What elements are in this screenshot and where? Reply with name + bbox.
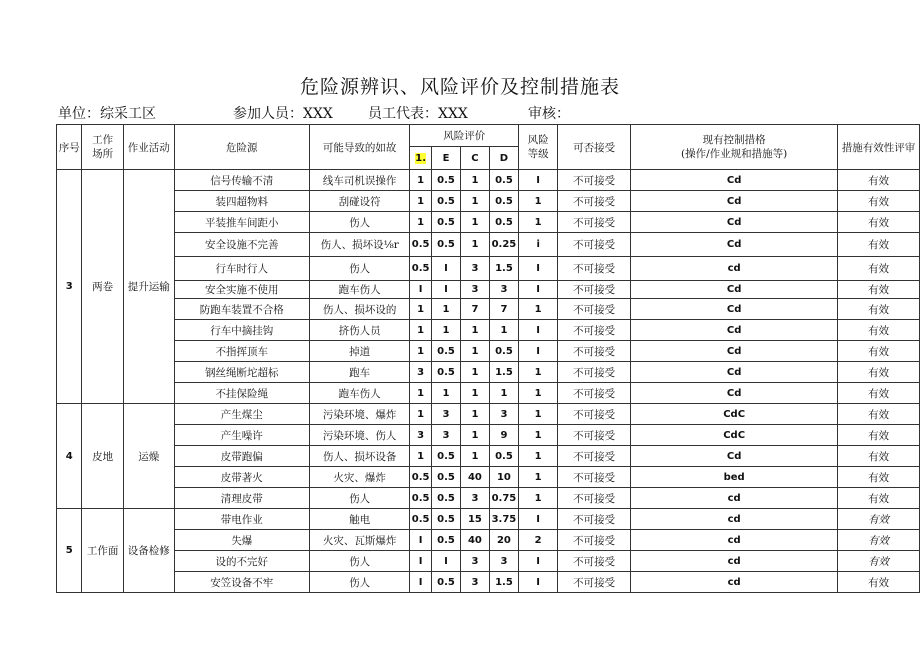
effective-cell: 有效 bbox=[838, 572, 920, 593]
c-cell: 1 bbox=[461, 191, 490, 212]
table-row bbox=[57, 257, 920, 281]
control-cell: Cd bbox=[631, 212, 838, 233]
e-cell: 0.5 bbox=[431, 446, 460, 467]
l-cell: 0.5 bbox=[410, 467, 432, 488]
c-cell: 1 bbox=[461, 425, 490, 446]
l-cell: 0.5 bbox=[410, 488, 432, 509]
table-row bbox=[57, 212, 920, 233]
acceptable-cell: 不可接受 bbox=[558, 530, 631, 551]
acceptable-cell: 不可接受 bbox=[558, 488, 631, 509]
c-cell: 3 bbox=[461, 488, 490, 509]
acceptable-cell: 不可接受 bbox=[558, 257, 631, 281]
hazard-cell: 产生煤尘 bbox=[174, 404, 309, 425]
group-activity: 运燥 bbox=[123, 404, 174, 509]
d-cell: 3 bbox=[489, 281, 518, 299]
c-cell: 1 bbox=[461, 446, 490, 467]
table-row bbox=[57, 530, 920, 551]
effective-cell: 有效 bbox=[838, 281, 920, 299]
effective-header: 措施有效性评审 bbox=[838, 125, 920, 170]
acceptable-cell: 不可接受 bbox=[558, 299, 631, 320]
table-row bbox=[57, 191, 920, 212]
l-cell: I bbox=[410, 572, 432, 593]
level-header-line2: 等级 bbox=[527, 148, 549, 160]
effective-cell: 有效 bbox=[838, 257, 920, 281]
level-cell: 1 bbox=[519, 212, 558, 233]
level-cell: I bbox=[519, 170, 558, 191]
d-cell: 3 bbox=[489, 404, 518, 425]
d-header: D bbox=[489, 147, 518, 170]
c-cell: 1 bbox=[461, 320, 490, 341]
hazard-cell: 皮带著火 bbox=[174, 467, 309, 488]
table-row bbox=[57, 488, 920, 509]
table-row bbox=[57, 551, 920, 572]
control-cell: CdC bbox=[631, 425, 838, 446]
level-cell: 1 bbox=[519, 425, 558, 446]
hazard-cell: 不指挥顶车 bbox=[174, 341, 309, 362]
l-cell: 1 bbox=[410, 212, 432, 233]
hazard-cell: 不挂保险绳 bbox=[174, 383, 309, 404]
acceptable-header: 可否接受 bbox=[558, 125, 631, 170]
accident-cell: 伤人、损坏设的 bbox=[309, 299, 409, 320]
acceptable-cell: 不可接受 bbox=[558, 281, 631, 299]
control-cell: Cd bbox=[631, 383, 838, 404]
l-cell: 0.5 bbox=[410, 257, 432, 281]
hazard-cell: 行车中摘挂钩 bbox=[174, 320, 309, 341]
effective-cell: 有效 bbox=[838, 362, 920, 383]
level-cell: I bbox=[519, 341, 558, 362]
e-cell: 0.5 bbox=[431, 212, 460, 233]
control-cell: bed bbox=[631, 467, 838, 488]
hazard-cell: 行车时行人 bbox=[174, 257, 309, 281]
l-cell: I bbox=[410, 551, 432, 572]
d-cell: 10 bbox=[489, 467, 518, 488]
effective-cell: 有效 bbox=[838, 170, 920, 191]
group-place: 工作面 bbox=[82, 509, 123, 593]
acceptable-cell: 不可接受 bbox=[558, 404, 631, 425]
acceptable-cell: 不可接受 bbox=[558, 191, 631, 212]
effective-cell: 有效 bbox=[838, 488, 920, 509]
control-cell: Cd bbox=[631, 191, 838, 212]
e-cell: 0.5 bbox=[431, 467, 460, 488]
hazard-cell: 安笠设备不牢 bbox=[174, 572, 309, 593]
c-cell: 3 bbox=[461, 572, 490, 593]
accident-cell: 伤人 bbox=[309, 257, 409, 281]
e-cell: 1 bbox=[431, 320, 460, 341]
group-activity: 设备检修 bbox=[123, 509, 174, 593]
l-cell: 1 bbox=[410, 341, 432, 362]
c-cell: 3 bbox=[461, 281, 490, 299]
l-cell: 1 bbox=[410, 299, 432, 320]
accident-cell: 伤人 bbox=[309, 212, 409, 233]
accident-cell: 污染环境、爆炸 bbox=[309, 404, 409, 425]
control-header bbox=[631, 125, 838, 170]
d-cell: 1 bbox=[489, 320, 518, 341]
c-cell: 1 bbox=[461, 362, 490, 383]
accident-cell: 刮碰设符 bbox=[309, 191, 409, 212]
hazard-cell: 平装推车间距小 bbox=[174, 212, 309, 233]
accident-cell: 伤人、损坏设⅛r bbox=[309, 233, 409, 257]
group-place: 两卷 bbox=[82, 170, 123, 404]
effective-cell: 有效 bbox=[838, 233, 920, 257]
c-cell: 15 bbox=[461, 509, 490, 530]
e-cell: 0.5 bbox=[431, 572, 460, 593]
page-title: 危险源辨识、风险评价及控制措施表 bbox=[299, 76, 620, 98]
accident-cell: 挤伤人员 bbox=[309, 320, 409, 341]
c-cell: 1 bbox=[461, 233, 490, 257]
l-cell: 0.5 bbox=[410, 233, 432, 257]
level-cell: I bbox=[519, 257, 558, 281]
e-cell: 0.5 bbox=[431, 233, 460, 257]
acceptable-cell: 不可接受 bbox=[558, 170, 631, 191]
level-cell: 1 bbox=[519, 299, 558, 320]
e-cell: 0.5 bbox=[431, 341, 460, 362]
d-cell: 1 bbox=[489, 383, 518, 404]
accident-cell: 火灾、瓦斯爆炸 bbox=[309, 530, 409, 551]
c-cell: 3 bbox=[461, 551, 490, 572]
d-cell: 0.25 bbox=[489, 233, 518, 257]
table-row bbox=[57, 572, 920, 593]
acceptable-cell: 不可接受 bbox=[558, 383, 631, 404]
level-cell: 1 bbox=[519, 467, 558, 488]
e-cell: 1 bbox=[431, 383, 460, 404]
group-place: 皮地 bbox=[82, 404, 123, 509]
level-cell: 1 bbox=[519, 404, 558, 425]
acceptable-cell: 不可接受 bbox=[558, 362, 631, 383]
acceptable-cell: 不可接受 bbox=[558, 425, 631, 446]
effective-cell: 有效 bbox=[838, 341, 920, 362]
l-cell: 3 bbox=[410, 425, 432, 446]
l-cell: 1 bbox=[410, 320, 432, 341]
unit-label: 单位：综采工区 bbox=[58, 106, 156, 122]
control-cell: cd bbox=[631, 509, 838, 530]
accident-cell: 污染环境、伤人 bbox=[309, 425, 409, 446]
d-cell: 0.5 bbox=[489, 446, 518, 467]
d-cell: 7 bbox=[489, 299, 518, 320]
effective-cell: 有效 bbox=[838, 467, 920, 488]
control-cell: Cd bbox=[631, 233, 838, 257]
acceptable-cell: 不可接受 bbox=[558, 467, 631, 488]
acceptable-cell: 不可接受 bbox=[558, 233, 631, 257]
hazard-cell: 失爆 bbox=[174, 530, 309, 551]
d-cell: 0.5 bbox=[489, 212, 518, 233]
e-cell: 0.5 bbox=[431, 191, 460, 212]
l-cell: 3 bbox=[410, 362, 432, 383]
l-cell: I bbox=[410, 530, 432, 551]
control-cell: Cd bbox=[631, 299, 838, 320]
e-header: E bbox=[431, 147, 460, 170]
c-cell: 40 bbox=[461, 530, 490, 551]
place-header bbox=[82, 125, 123, 170]
e-cell: 0.5 bbox=[431, 509, 460, 530]
c-cell: 1 bbox=[461, 383, 490, 404]
acceptable-cell: 不可接受 bbox=[558, 446, 631, 467]
c-cell: 1 bbox=[461, 404, 490, 425]
effective-cell: 有效 bbox=[838, 191, 920, 212]
table-row bbox=[57, 446, 920, 467]
accident-cell: 触电 bbox=[309, 509, 409, 530]
hazard-cell: 防跑车装置不合格 bbox=[174, 299, 309, 320]
level-cell: 1 bbox=[519, 362, 558, 383]
group-activity: 提升运输 bbox=[123, 170, 174, 404]
table-row bbox=[57, 299, 920, 320]
e-cell: 0.5 bbox=[431, 362, 460, 383]
hazard-cell: 设的不完好 bbox=[174, 551, 309, 572]
hazard-cell: 清理皮带 bbox=[174, 488, 309, 509]
accident-cell: 伤人、损坏设备 bbox=[309, 446, 409, 467]
hazard-cell: 产生噪许 bbox=[174, 425, 309, 446]
acceptable-cell: 不可接受 bbox=[558, 320, 631, 341]
effective-cell: 有效 bbox=[838, 404, 920, 425]
l-cell: 1 bbox=[410, 170, 432, 191]
level-cell: 1 bbox=[519, 383, 558, 404]
level-cell: I bbox=[519, 572, 558, 593]
level-header bbox=[519, 125, 558, 170]
header-row-1 bbox=[57, 125, 920, 147]
place-header-line2: 场所 bbox=[92, 148, 114, 160]
hazard-cell: 钢丝绳断坨超标 bbox=[174, 362, 309, 383]
accident-cell: 线车司机误操作 bbox=[309, 170, 409, 191]
effective-cell: 有效 bbox=[838, 446, 920, 467]
control-cell: cd bbox=[631, 572, 838, 593]
level-cell: I bbox=[519, 551, 558, 572]
review-label: 审核： bbox=[528, 106, 570, 122]
d-cell: 9 bbox=[489, 425, 518, 446]
level-cell: 1 bbox=[519, 191, 558, 212]
control-cell: cd bbox=[631, 530, 838, 551]
c-cell: 1 bbox=[461, 170, 490, 191]
d-cell: 0.5 bbox=[489, 170, 518, 191]
l-cell: 1 bbox=[410, 383, 432, 404]
hazard-cell: 安全设施不完善 bbox=[174, 233, 309, 257]
d-cell: 3.75 bbox=[489, 509, 518, 530]
effective-cell: 有效 bbox=[838, 299, 920, 320]
level-cell: I bbox=[519, 281, 558, 299]
e-cell: I bbox=[431, 281, 460, 299]
control-cell: Cd bbox=[631, 446, 838, 467]
hazard-cell: 安全实施不使用 bbox=[174, 281, 309, 299]
acceptable-cell: 不可接受 bbox=[558, 212, 631, 233]
seq-header: 序号 bbox=[57, 125, 82, 170]
control-header-line2: (操作/作业规和措施等) bbox=[681, 148, 788, 160]
staff-rep-label: 员工代表：XXX bbox=[368, 106, 468, 122]
table-row bbox=[57, 233, 920, 257]
accident-cell: 伤人 bbox=[309, 551, 409, 572]
e-cell: I bbox=[431, 257, 460, 281]
accident-cell: 伤人 bbox=[309, 488, 409, 509]
accident-cell: 跑车 bbox=[309, 362, 409, 383]
control-cell: Cd bbox=[631, 341, 838, 362]
c-cell: 1 bbox=[461, 212, 490, 233]
group-seq: 5 bbox=[57, 509, 82, 593]
d-cell: 1.5 bbox=[489, 572, 518, 593]
hazard-cell: 带电作业 bbox=[174, 509, 309, 530]
e-cell: I bbox=[431, 551, 460, 572]
l-cell: 0.5 bbox=[410, 509, 432, 530]
table-row bbox=[57, 383, 920, 404]
level-cell: 2 bbox=[519, 530, 558, 551]
table-row bbox=[57, 509, 920, 530]
control-cell: CdC bbox=[631, 404, 838, 425]
effective-cell: 有效 bbox=[838, 530, 920, 551]
level-cell: i bbox=[519, 233, 558, 257]
hazard-cell: 皮带跑偏 bbox=[174, 446, 309, 467]
d-cell: 0.5 bbox=[489, 191, 518, 212]
d-cell: 3 bbox=[489, 551, 518, 572]
control-cell: Cd bbox=[631, 170, 838, 191]
d-cell: 1.5 bbox=[489, 257, 518, 281]
level-header-line1: 风险 bbox=[527, 134, 549, 146]
table-row bbox=[57, 362, 920, 383]
accident-cell: 跑车伤人 bbox=[309, 281, 409, 299]
accident-cell: 跑车伤人 bbox=[309, 383, 409, 404]
level-cell: 1 bbox=[519, 488, 558, 509]
accident-cell: 火灾、爆炸 bbox=[309, 467, 409, 488]
table-row bbox=[57, 425, 920, 446]
effective-cell: 有效 bbox=[838, 383, 920, 404]
effective-cell: 有效 bbox=[838, 509, 920, 530]
hazard-cell: 装四超物料 bbox=[174, 191, 309, 212]
e-cell: 1 bbox=[431, 299, 460, 320]
table-row bbox=[57, 170, 920, 191]
control-cell: cd bbox=[631, 488, 838, 509]
group-seq: 4 bbox=[57, 404, 82, 509]
risk-table bbox=[56, 124, 920, 593]
d-cell: 0.5 bbox=[489, 341, 518, 362]
hazard-header: 危险源 bbox=[174, 125, 309, 170]
activity-header: 作业活动 bbox=[123, 125, 174, 170]
control-cell: Cd bbox=[631, 281, 838, 299]
effective-cell: 有效 bbox=[838, 551, 920, 572]
l-cell: 1 bbox=[410, 446, 432, 467]
d-cell: 0.75 bbox=[489, 488, 518, 509]
control-cell: Cd bbox=[631, 320, 838, 341]
table-row bbox=[57, 320, 920, 341]
c-cell: 3 bbox=[461, 257, 490, 281]
table-row bbox=[57, 404, 920, 425]
risk-eval-header: 风险评价 bbox=[410, 125, 519, 147]
control-cell: cd bbox=[631, 551, 838, 572]
l-header bbox=[410, 147, 432, 170]
accident-cell: 掉道 bbox=[309, 341, 409, 362]
control-cell: cd bbox=[631, 257, 838, 281]
effective-cell: 有效 bbox=[838, 425, 920, 446]
group-seq: 3 bbox=[57, 170, 82, 404]
hazard-cell: 信号传输不清 bbox=[174, 170, 309, 191]
e-cell: 0.5 bbox=[431, 530, 460, 551]
level-cell: 1 bbox=[519, 446, 558, 467]
c-header: C bbox=[461, 147, 490, 170]
e-cell: 0.5 bbox=[431, 170, 460, 191]
table-row bbox=[57, 341, 920, 362]
control-cell: Cd bbox=[631, 362, 838, 383]
c-cell: 1 bbox=[461, 341, 490, 362]
d-cell: 20 bbox=[489, 530, 518, 551]
accident-cell: 伤人 bbox=[309, 572, 409, 593]
level-cell: I bbox=[519, 320, 558, 341]
e-cell: 0.5 bbox=[431, 488, 460, 509]
c-cell: 7 bbox=[461, 299, 490, 320]
participants-label: 参加人员：XXX bbox=[233, 106, 333, 122]
c-cell: 40 bbox=[461, 467, 490, 488]
effective-cell: 有效 bbox=[838, 320, 920, 341]
acceptable-cell: 不可接受 bbox=[558, 551, 631, 572]
acceptable-cell: 不可接受 bbox=[558, 509, 631, 530]
e-cell: 3 bbox=[431, 404, 460, 425]
l-header-text: 1. bbox=[415, 152, 427, 164]
l-cell: 1 bbox=[410, 191, 432, 212]
e-cell: 3 bbox=[431, 425, 460, 446]
table-body bbox=[57, 170, 920, 593]
acceptable-cell: 不可接受 bbox=[558, 572, 631, 593]
place-header-line1: 工作 bbox=[92, 134, 114, 146]
table-row bbox=[57, 281, 920, 299]
table-row bbox=[57, 467, 920, 488]
level-cell: I bbox=[519, 509, 558, 530]
accident-header: 可能导致的如故 bbox=[309, 125, 409, 170]
control-header-line1: 现有控制措格 bbox=[702, 134, 766, 146]
header-meta bbox=[58, 103, 878, 125]
l-cell: I bbox=[410, 281, 432, 299]
d-cell: 1.5 bbox=[489, 362, 518, 383]
acceptable-cell: 不可接受 bbox=[558, 341, 631, 362]
effective-cell: 有效 bbox=[838, 212, 920, 233]
l-cell: 1 bbox=[410, 404, 432, 425]
